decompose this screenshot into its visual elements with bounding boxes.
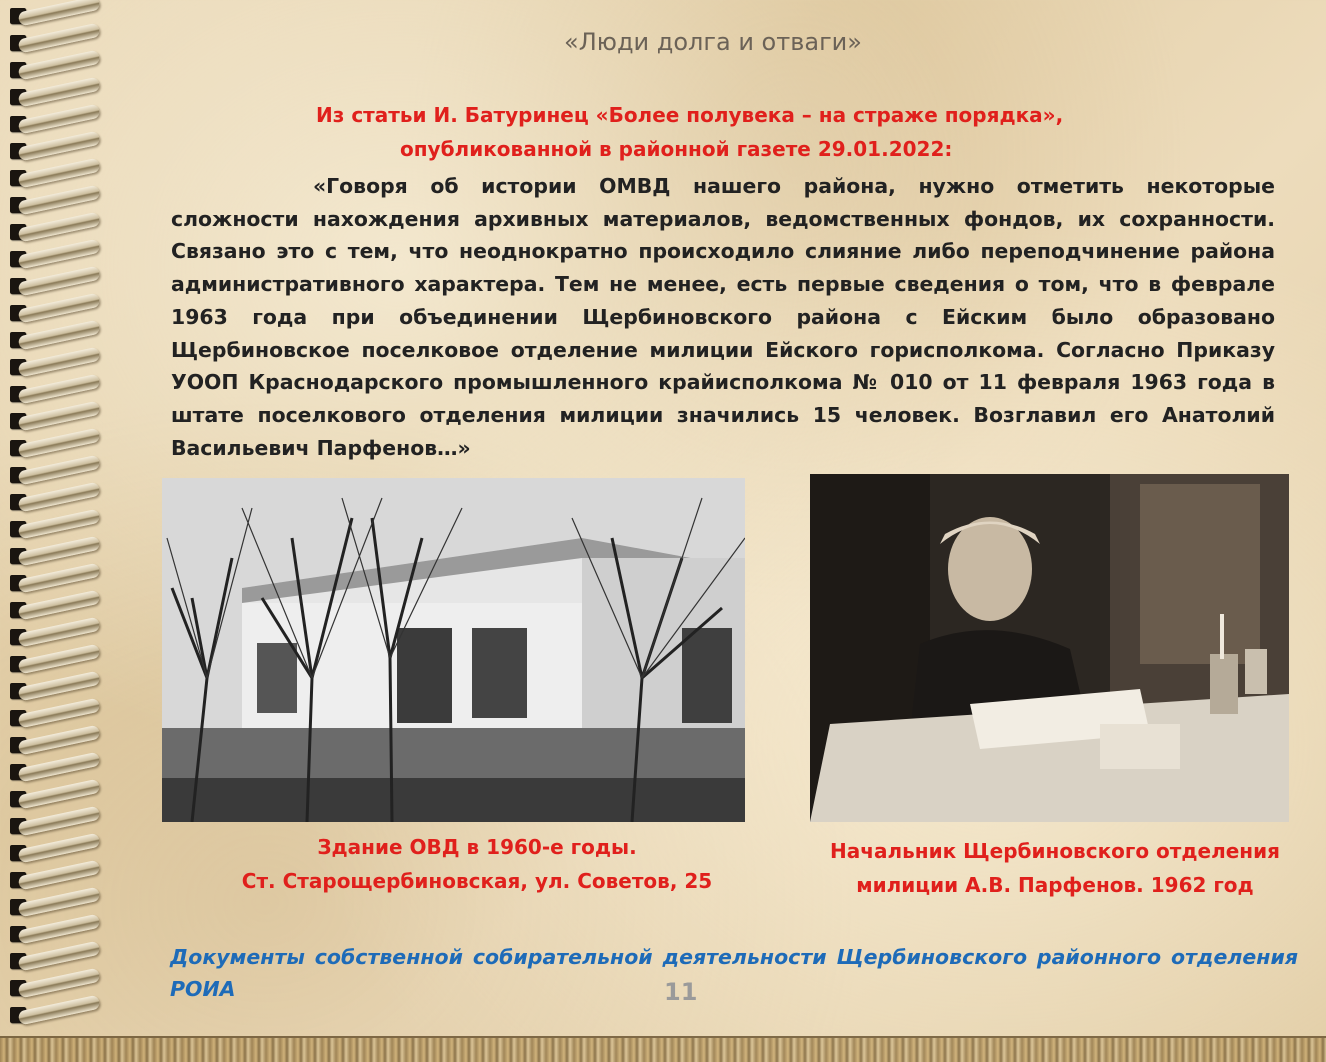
building-photo-caption — [162, 830, 792, 898]
article-quote: «Говоря об истории ОМВД нашего района, нужно отметить некоторые сложности нахождения архивных материалов, ведомственных фондов, их сохранности. Связано это с тем, что неоднократно происходило слияние либо переподчинение района административного характера. Тем не менее, есть первые сведения о том, что в феврале 1963 года при объединении Щербиновского района с Ейским было образовано Щербиновское поселковое отделение милиции Ейского горисполкома. Согласно Приказу УООП Краснодарского промышленного крайисполкома № 010 от 11 февраля 1963 года в штате поселкового отделения милиции значились 15 человек. Возглавил его Анатолий Васильевич Парфенов…» — [171, 174, 1275, 460]
binding-ring — [17, 509, 100, 540]
binding-ring — [17, 212, 100, 243]
binding-ring — [17, 644, 100, 675]
binding-ring — [17, 185, 100, 216]
binding-ring — [17, 401, 100, 432]
source-note: Документы собственной собирательной деятельности Щербиновского районного отделения РОИА — [170, 945, 1298, 1001]
bottom-border — [0, 1036, 1326, 1062]
binding-ring — [17, 455, 100, 486]
binding-ring — [17, 374, 100, 405]
source-line-2: опубликованной в районной газете 29.01.2022: — [400, 137, 953, 161]
building-caption-line-1: Здание ОВД в 1960-е годы. — [317, 835, 637, 859]
binding-ring — [17, 77, 100, 108]
binding-ring — [17, 698, 100, 729]
binding-ring — [17, 428, 100, 459]
portrait-caption-line-2: милиции А.В. Парфенов. 1962 год — [856, 873, 1254, 897]
binding-ring — [17, 104, 100, 135]
building-caption-line-2: Ст. Старощербиновская, ул. Советов, 25 — [241, 869, 713, 893]
binding-ring — [17, 347, 100, 378]
portrait-photo — [810, 474, 1289, 822]
binding-ring — [17, 914, 100, 945]
binding-ring — [17, 158, 100, 189]
spiral-binding — [0, 0, 110, 1062]
binding-ring — [17, 941, 100, 972]
portrait-caption-line-1: Начальник Щербиновского отделения — [830, 839, 1280, 863]
binding-ring — [17, 293, 100, 324]
binding-ring — [17, 806, 100, 837]
binding-ring — [17, 968, 100, 999]
page-header: «Люди долга и отваги» — [564, 28, 862, 56]
binding-ring — [17, 590, 100, 621]
binding-ring — [17, 482, 100, 513]
binding-ring — [17, 0, 100, 26]
binding-ring — [17, 320, 100, 351]
binding-ring — [17, 860, 100, 891]
binding-ring — [17, 995, 100, 1026]
binding-ring — [17, 266, 100, 297]
binding-ring — [17, 887, 100, 918]
binding-ring — [17, 563, 100, 594]
page-number: 11 — [664, 978, 698, 1006]
binding-ring — [17, 725, 100, 756]
binding-ring — [17, 131, 100, 162]
building-photo — [162, 478, 745, 822]
binding-ring — [17, 239, 100, 270]
portrait-photo-caption — [780, 834, 1326, 902]
binding-ring — [17, 779, 100, 810]
binding-ring — [17, 536, 100, 567]
binding-ring — [17, 617, 100, 648]
source-line-1: Из статьи И. Батуринец «Более полувека – на страже порядка», — [316, 103, 1064, 127]
binding-ring — [17, 671, 100, 702]
binding-ring — [17, 752, 100, 783]
binding-ring — [17, 833, 100, 864]
